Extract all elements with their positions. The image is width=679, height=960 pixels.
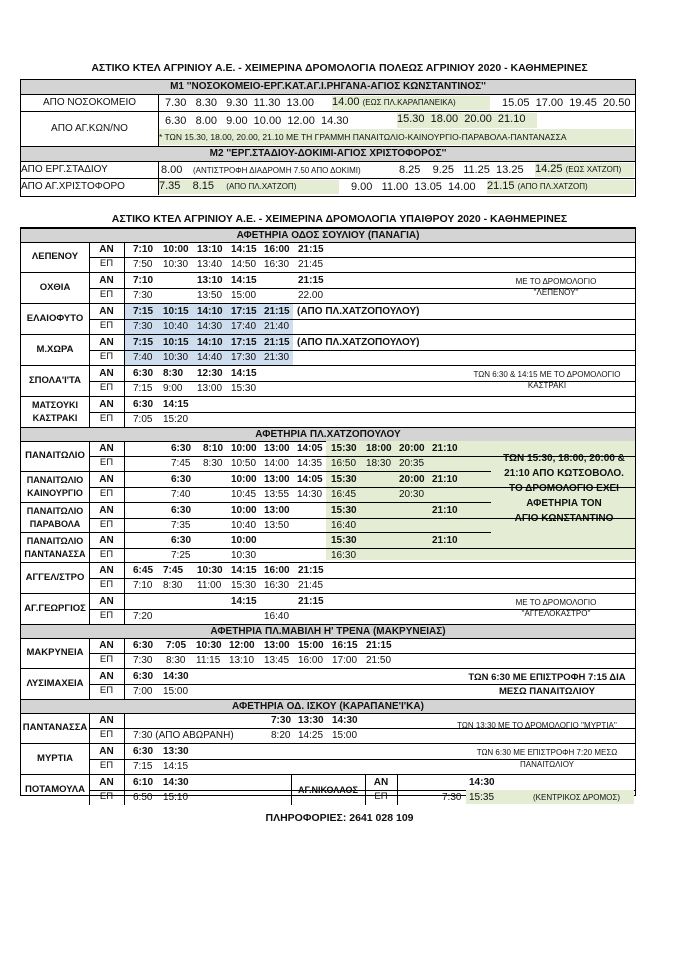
note-elaiofyto: (ΑΠΟ ΠΛ.ΧΑΤΖΟΠΟΥΛΟΥ) (297, 306, 420, 317)
time-cell: 22.00 (298, 290, 324, 301)
ep-label: ΕΠ (99, 382, 114, 393)
row-divider (21, 668, 635, 669)
time-cell: 21:40 (264, 321, 290, 332)
time-cell: 13:00 (264, 443, 290, 454)
time-cell: 14:15 (163, 399, 189, 410)
time-cell: 21:45 (298, 259, 324, 270)
green-note: ΤΩΝ 15:30, 18:00, 20:00 & 21:10 ΑΠΟ ΚΩΤΣΟΒΟΛΟ. ΤΟ ΔΡΟΜΟΛΟΓΙΟ ΕΧΕΙ ΑΦΕΤΗΡΙΑ ΤΟΝ ΑΓΙΟ ΚΩΝΣΤΑΝΤΙΝΟ (503, 453, 625, 524)
m1-row-hospital (21, 95, 635, 112)
time-cell: 7:45 (163, 565, 184, 576)
time-cell: 14:35 (297, 458, 323, 469)
m2-hl2-time: 21.15 (487, 180, 515, 192)
time-cell: 7:30 (271, 715, 292, 726)
stop-name: ΠΑΝΤΑΝΑΣΣΑ (22, 722, 88, 733)
time-cell: 13:45 (264, 655, 290, 666)
time-cell: 7:30 (133, 655, 153, 666)
m1-times: 7.30 8.30 9.30 11.30 13.00 (165, 97, 315, 109)
m1-row-label: ΑΠΟ ΝΟΣΟΚΟΜΕΙΟ (21, 95, 159, 111)
stop-name: ΠΑΝΑΙΤΩΛΙΟ (26, 506, 84, 516)
time-cell: 21:10 (432, 505, 458, 516)
city-timetable (20, 79, 636, 197)
time-cell: 7:30 (133, 321, 153, 332)
time-cell: 16:30 (264, 259, 290, 270)
row-divider (89, 412, 635, 413)
an-label: ΑΝ (99, 535, 114, 546)
time-cell: 16:50 (331, 458, 357, 469)
time-cell: 12:00 (229, 640, 255, 651)
time-cell: 15:30 (231, 580, 257, 591)
stop-name: ΠΑΝΑΙΤΩΛΙΟ (25, 450, 85, 461)
row-divider (89, 257, 635, 258)
time-cell: 7:40 (133, 352, 153, 363)
time-cell: 20:00 (399, 443, 425, 454)
ep-label: ΕΠ (99, 654, 114, 665)
time-cell: 14:05 (297, 474, 323, 485)
time-cell: 10:30 (231, 550, 257, 561)
time-cell: 18:30 (366, 458, 392, 469)
note-myrtia: ΤΩΝ 6:30 ΜΕ ΕΠΙΣΤΡΟΦΗ 7:20 ΜΕΣΩ ΠΑΝΑΙΤΩΛΙΟΥ (476, 748, 618, 769)
m2-hl1-times: 7.35 8.15 (159, 180, 215, 192)
stop-name: ΜΑΚΡΥΝΕΙΑ (26, 647, 84, 658)
m2-row-christoforos (21, 179, 635, 195)
time-cell: 13:10 (229, 655, 255, 666)
time-cell: 14:50 (231, 259, 257, 270)
time-cell: 10:00 (231, 505, 257, 516)
time-cell: 13:00 (264, 640, 290, 651)
row-divider (21, 593, 635, 594)
rural-timetable (20, 227, 636, 803)
stop-name: ΜΥΡΤΙΑ (37, 753, 73, 764)
ep-label: ΕΠ (99, 519, 114, 530)
time-cell: 7:30 (133, 290, 153, 301)
time-cell: 16:30 (331, 550, 357, 561)
time-cell: 7:00 (133, 686, 153, 697)
an-label: ΑΝ (99, 777, 114, 788)
time-cell: 15:35 (469, 792, 495, 803)
time-cell: 11:00 (197, 580, 222, 591)
stop-name: ΚΑΣΤΡΑΚΙ (32, 413, 78, 423)
note-ochthia: ΜΕ ΤΟ ΔΡΟΜΟΛΟΓΙΟ ''ΛΕΠΕΝΟΥ'' (515, 277, 597, 297)
row-divider (21, 396, 635, 397)
m2-row2-label: ΑΠΟ ΑΓ.ΧΡΙΣΤΟΦΟΡΟ (21, 179, 159, 195)
time-cell: 8:30 (163, 368, 184, 379)
ep-label: ΕΠ (99, 289, 114, 300)
ep-label: ΕΠ (99, 320, 114, 331)
time-cell: 13:00 (197, 383, 223, 394)
time-cell: 13:00 (264, 505, 290, 516)
time-cell: 21:15 (298, 275, 324, 286)
an-label: ΑΝ (99, 596, 114, 607)
row-divider (89, 548, 635, 549)
time-cell: 15:00 (332, 730, 358, 741)
time-cell: 15:00 (298, 640, 324, 651)
time-cell: 21:15 (264, 337, 290, 348)
time-cell: 6:30 (171, 443, 192, 454)
m2-hl2-note: (ΑΠΟ ΠΛ.ΧΑΤΖΟΠ) (517, 182, 588, 191)
an-label: ΑΝ (99, 244, 114, 255)
section-header: ΑΦΕΤΗΡΙΑ ΠΛ.ΜΑΒΙΛΗ Η' ΤΡΕΝΑ (ΜΑΚΡΥΝΕΙΑΣ) (21, 624, 635, 639)
m2-row2-times: 9.00 11.00 13.05 14.00 (351, 181, 476, 193)
time-cell: 13:00 (264, 474, 290, 485)
time-cell: 7:15 (133, 761, 153, 772)
an-label: ΑΝ (99, 715, 114, 726)
time-cell: 16:40 (264, 611, 290, 622)
time-cell: 7:15 (133, 383, 153, 394)
ep-label: ΕΠ (99, 413, 114, 424)
row-divider (21, 743, 635, 744)
time-cell: 12:30 (197, 368, 223, 379)
stop-name: ΛΥΣΙΜΑΧΕΙΑ (26, 678, 84, 689)
ep-label: ΕΠ (374, 791, 388, 802)
time-cell: 13:55 (264, 489, 290, 500)
stop-name: ΠΑΡΑΒΟΛΑ (29, 519, 81, 529)
row-divider (89, 487, 635, 488)
stop-name: ΚΑΙΝΟΥΡΓΙΟ (27, 488, 83, 498)
time-cell: 10:00 (231, 474, 257, 485)
time-cell: 8:30 (163, 580, 183, 591)
time-cell: 13:40 (197, 259, 223, 270)
row-divider (21, 532, 491, 533)
m1-row2-times: 6.30 8.00 9.00 10.00 12.00 14.30 (165, 115, 349, 127)
time-cell: 15:10 (163, 792, 189, 803)
time-cell: 13:30 (298, 715, 324, 726)
time-cell: 10:40 (163, 321, 189, 332)
m1-times2: 15.05 17.00 19.45 20.50 (502, 97, 631, 109)
note-spolaita: ΤΩΝ 6:30 & 14:15 ΜΕ ΤΟ ΔΡΟΜΟΛΟΓΙΟ ΚΑΣΤΡΑΚΙ (473, 370, 621, 390)
an-label: ΑΝ (99, 443, 114, 454)
time-cell: 8:10 (203, 443, 224, 454)
time-cell: 14:15 (231, 275, 257, 286)
time-cell: 6:30 (133, 671, 154, 682)
an-label: ΑΝ (99, 505, 114, 516)
time-cell: 10:00 (231, 443, 257, 454)
stop-name: Μ.ΧΩΡΑ (36, 344, 74, 355)
note-mchora: (ΑΠΟ ΠΛ.ΧΑΤΖΟΠΟΥΛΟΥ) (297, 337, 420, 348)
row-divider (21, 502, 491, 503)
row-divider (21, 365, 635, 366)
ep-label: ΕΠ (99, 351, 114, 362)
time-cell: 9:00 (163, 383, 183, 394)
time-cell: 7:35 (171, 520, 191, 531)
stop-name: ΛΕΠΕΝΟΥ (31, 251, 79, 262)
note-agnikolaos: (ΚΕΝΤΡΙΚΟΣ ΔΡΟΜΟΣ) (533, 793, 620, 802)
time-cell: 15:00 (231, 290, 257, 301)
m1-hl-time: 14.00 (332, 96, 360, 108)
ep-label: ΕΠ (99, 579, 114, 590)
time-cell: 15:20 (163, 414, 189, 425)
time-cell: 14:15 (231, 565, 257, 576)
time-cell: 7:15 (133, 337, 154, 348)
time-cell: 16:00 (298, 655, 324, 666)
time-cell: 10:00 (231, 535, 257, 546)
row-divider (21, 471, 491, 472)
time-cell: 14:15 (231, 596, 257, 607)
time-cell: 15:30 (331, 443, 357, 454)
time-cell: 7:30 (442, 792, 462, 803)
ep-label: ΕΠ (99, 549, 114, 560)
time-cell: 14:25 (298, 730, 324, 741)
time-cell: 13:10 (197, 244, 223, 255)
stop-name: ΣΠΟΛΑ'Ι'ΤΑ (28, 375, 81, 386)
time-cell: 14:30 (163, 777, 189, 788)
m2-row1-label: ΑΠΟ ΕΡΓ.ΣΤΑΔΙΟΥ (21, 162, 159, 178)
time-cell: 10:30 (163, 259, 189, 270)
time-cell: 20:35 (399, 458, 425, 469)
note-lysimacheia: ΤΩΝ 6:30 ΜΕ ΕΠΙΣΤΡΟΦΗ 7:15 ΔΙΑ ΜΕΣΩ ΠΑΝΑΙΤΩΛΙΟΥ (468, 672, 626, 697)
time-cell: 21:10 (432, 535, 458, 546)
m2-row2-highlight1 (159, 180, 339, 194)
an-label: ΑΝ (373, 777, 389, 788)
ep-label: ΕΠ (99, 760, 114, 771)
time-cell: 7:25 (171, 550, 191, 561)
title-city: ΑΣΤΙΚΟ ΚΤΕΛ ΑΓΡΙΝΙΟΥ Α.Ε. - ΧΕΙΜΕΡΙΝΑ ΔΡΟΜΟΛΟΓΙΑ ΠΟΛΕΩΣ ΑΓΡΙΝΙΟΥ 2020 - ΚΑΘΗΜΕΡΙΝΕΣ (91, 62, 588, 74)
time-cell: 16:40 (331, 520, 357, 531)
ep-label: ΕΠ (99, 457, 114, 468)
m1-hl-note: (ΕΩΣ ΠΛ.ΚΑΡΑΠΑΝΕΙΚΑ) (362, 98, 456, 107)
an-label: ΑΝ (99, 306, 114, 317)
note-pantanassa: ΤΩΝ 13:30 ΜΕ ΤΟ ΔΡΟΜΟΛΟΓΙΟ ''ΜΥΡΤΙΑ'' (457, 721, 617, 730)
time-cell: 17:15 (231, 306, 257, 317)
row-divider (21, 334, 635, 335)
stop-name: ΜΑΤΣΟΥΚΙ (32, 400, 78, 410)
time-cell: 10:50 (231, 458, 257, 469)
time-cell: 14:30 (469, 777, 495, 788)
time-cell: 10:40 (231, 520, 257, 531)
time-cell: 14:15 (163, 761, 189, 772)
time-cell: 7:20 (133, 611, 153, 622)
time-cell: 15:30 (331, 505, 357, 516)
ep-label: ΕΠ (99, 488, 114, 499)
time-cell: 6:30 (171, 535, 192, 546)
an-label: ΑΝ (99, 640, 114, 651)
time-cell: 7:10 (133, 244, 154, 255)
row-divider (89, 456, 635, 457)
time-cell: 15:30 (331, 474, 357, 485)
time-cell: 14:05 (297, 443, 323, 454)
time-cell: 16:00 (264, 244, 290, 255)
row-divider (21, 562, 635, 563)
time-cell: 7:10 (133, 580, 153, 591)
m2-header: Μ2 ''ΕΡΓ.ΣΤΑΔΙΟΥ-ΔΟΚΙΜΙ-ΑΓΙΟΣ ΧΡΙΣΤΟΦΟΡΟΣ'' (21, 147, 635, 162)
time-cell: 15:00 (163, 686, 189, 697)
time-cell: 13:50 (197, 290, 223, 301)
time-cell: 7:05 (166, 640, 187, 651)
time-cell: 14:15 (231, 244, 257, 255)
an-label: ΑΝ (99, 368, 114, 379)
time-cell: 10:15 (163, 306, 189, 317)
time-cell: 6:45 (133, 565, 154, 576)
stop-name: ΑΓΓΕΛ/ΣΤΡΟ (25, 572, 85, 583)
ep-label: ΕΠ (99, 791, 114, 802)
time-cell: 17:15 (231, 337, 257, 348)
m2-row1-times: 8.25 9.25 11.25 13.25 (399, 164, 524, 176)
time-cell: 8:30 (166, 655, 186, 666)
time-cell: 7:40 (171, 489, 191, 500)
time-cell: 14:00 (264, 458, 290, 469)
stop-name: ΑΓ.ΝΙΚΟΛΑΟΣ (298, 785, 358, 795)
row-divider (89, 578, 635, 579)
m1-row2-label: ΑΠΟ ΑΓ.ΚΩΝ/ΝΟ (21, 112, 159, 146)
time-cell: 7:15 (133, 306, 154, 317)
time-cell: 21:15 (264, 306, 290, 317)
an-label: ΑΝ (99, 275, 114, 286)
time-cell: 17:30 (231, 352, 257, 363)
time-cell: 18:00 (366, 443, 392, 454)
an-label: ΑΝ (99, 671, 114, 682)
an-label: ΑΝ (99, 746, 114, 757)
stop-name: ΑΓ.ΓΕΩΡΓΙΟΣ (24, 603, 86, 614)
an-label: ΑΝ (99, 399, 114, 410)
an-label: ΑΝ (99, 565, 114, 576)
time-cell: 8:30 (203, 458, 223, 469)
time-cell: 21:50 (366, 655, 392, 666)
m2-hl-time: 14.25 (535, 163, 563, 175)
time-cell: 21:15 (298, 596, 324, 607)
time-cell: 14:15 (231, 368, 257, 379)
ep-label: ΕΠ (99, 258, 114, 269)
section-header: ΑΦΕΤΗΡΙΑ ΟΔ. ΙΣΚΟΥ (ΚΑΡΑΠΑΝΕ'Ι'ΚΑ) (21, 699, 635, 714)
time-cell: 14:30 (197, 321, 223, 332)
time-cell: 16:30 (264, 580, 290, 591)
time-cell: 20:30 (399, 489, 425, 500)
time-cell: 10:00 (163, 244, 189, 255)
time-cell: 15:30 (331, 535, 357, 546)
row-divider (89, 653, 635, 654)
time-cell: 7:10 (133, 275, 154, 286)
stop-name: ΠΑΝΤΑΝΑΣΣΑ (24, 549, 86, 559)
time-cell: 16:15 (332, 640, 358, 651)
time-cell: 10:15 (163, 337, 189, 348)
time-cell: 6:30 (133, 399, 154, 410)
time-cell: 21:15 (366, 640, 392, 651)
time-cell: 6:30 (133, 368, 154, 379)
m1-header: Μ1 ''ΝΟΣΟΚΟΜΕΙΟ-ΕΡΓ.ΚΑΤ.ΑΓ.Ι.ΡΗΓΑΝΑ-ΑΓΙΟΣ ΚΩΝΣΤΑΝΤΙΝΟΣ'' (21, 80, 635, 95)
stop-name: ΠΟΤΑΜΟΥΛΑ (25, 784, 85, 795)
time-cell: 14:30 (332, 715, 358, 726)
time-cell: 21:30 (264, 352, 290, 363)
time-cell: 17:40 (231, 321, 257, 332)
time-cell: 14:40 (197, 352, 223, 363)
time-cell: 21:45 (298, 580, 324, 591)
time-cell: 10:30 (197, 565, 223, 576)
ep-label: ΕΠ (99, 685, 114, 696)
time-cell: 21:10 (432, 443, 458, 454)
info-phone: ΠΛΗΡΟΦΟΡΙΕΣ: 2641 028 109 (265, 812, 414, 824)
note-aggeorgios: ΜΕ ΤΟ ΔΡΟΜΟΛΟΓΙΟ ''ΑΓΓΕΛΟΚΑΣΤΡΟ'' (515, 598, 597, 618)
m1-row2-highlight: 15.30 18.00 20.00 21.10 (397, 113, 537, 128)
time-cell: 21:10 (432, 474, 458, 485)
row-divider (89, 518, 635, 519)
time-cell: 14:30 (297, 489, 323, 500)
stop-name: ΠΑΝΑΙΤΩΛΙΟ (26, 536, 84, 546)
time-cell: 20:00 (399, 474, 425, 485)
col-divider (397, 775, 398, 805)
time-cell: 17:00 (332, 655, 358, 666)
time-cell: 16:00 (264, 565, 290, 576)
time-cell: 7:30 (ΑΠΟ ΑΒΩΡΑΝΗ) (133, 730, 234, 741)
m2-row-stadium (21, 162, 635, 179)
time-cell: 6:30 (171, 505, 192, 516)
title-rural: ΑΣΤΙΚΟ ΚΤΕΛ ΑΓΡΙΝΙΟΥ Α.Ε. - ΧΕΙΜΕΡΙΝΑ ΔΡΟΜΟΛΟΓΙΑ ΥΠΑΙΘΡΟΥ 2020 - ΚΑΘΗΜΕΡΙΝΕΣ (111, 213, 568, 225)
m2-hl1-note: (ΑΠΟ ΠΛ.ΧΑΤΖΟΠ) (226, 182, 297, 191)
time-cell: 6:30 (171, 474, 192, 485)
m2-row1-highlight (535, 163, 634, 177)
time-cell: 21:15 (298, 565, 324, 576)
time-cell: 14:10 (197, 337, 223, 348)
an-label: ΑΝ (99, 337, 114, 348)
m2-row1-note: (ΑΝΤΙΣΤΡΟΦΗ ΔΙΑΔΡΟΜΗ 7.50 ΑΠΟ ΔΟΚΙΜΙ) (193, 166, 361, 175)
ep-label: ΕΠ (99, 610, 114, 621)
time-cell: 13:30 (163, 746, 189, 757)
time-cell: 13:50 (264, 520, 290, 531)
m2-row2-highlight2 (487, 180, 634, 194)
row-divider (89, 319, 635, 320)
ep-label: ΕΠ (99, 729, 114, 740)
time-cell: 10:45 (231, 489, 257, 500)
time-cell: 7:05 (133, 414, 153, 425)
row-divider (21, 303, 635, 304)
stop-name: ΟΧΘΙΑ (39, 282, 71, 293)
m2-hl-note: (ΕΩΣ ΧΑΤΖΟΠ) (565, 165, 622, 174)
m1-row-agkon (21, 112, 635, 147)
time-cell: 21:15 (298, 244, 324, 255)
time-cell: 10:30 (196, 640, 222, 651)
time-cell: 7:45 (171, 458, 191, 469)
time-cell: 6:30 (133, 640, 154, 651)
row-divider (21, 272, 635, 273)
time-cell: 7:50 (133, 259, 153, 270)
section-header: ΑΦΕΤΗΡΙΑ ΠΛ.ΧΑΤΖΟΠΟΥΛΟΥ (21, 427, 635, 442)
time-cell: 16:45 (331, 489, 357, 500)
time-cell: 11:15 (196, 655, 221, 666)
stop-name: ΠΑΝΑΙΤΩΛΙΟ (26, 475, 84, 485)
time-cell: 6:50 (133, 792, 153, 803)
time-cell: 15:30 (231, 383, 257, 394)
time-cell: 13:10 (197, 275, 223, 286)
section-header: ΑΦΕΤΗΡΙΑ ΟΔΟΣ ΣΟΥΛΙΟΥ (ΠΑΝΑΓΙΑ) (21, 228, 635, 243)
stop-name: ΕΛΑΙΟΦΥΤΟ (26, 313, 84, 324)
row-divider (89, 350, 635, 351)
time-cell: 10:30 (163, 352, 189, 363)
m1-highlight (332, 96, 490, 110)
time-cell: 14:30 (163, 671, 189, 682)
an-label: ΑΝ (99, 474, 114, 485)
time-cell: 8:20 (271, 730, 291, 741)
time-cell: 14:10 (197, 306, 223, 317)
m1-row2-note: * ΤΩΝ 15.30, 18.00, 20.00, 21.10 ΜΕ ΤΗ ΓΡΑΜΜΗ ΠΑΝΑΙΤΩΛΙΟ-ΚΑΙΝΟΥΡΓΙΟ-ΠΑΡΑΒΟΛΑ-ΠΑΝΤΑΝΑΣΣΑ (159, 129, 634, 145)
m2-first: 8.00 (161, 164, 183, 176)
time-cell: 6:30 (133, 746, 154, 757)
time-cell: 6:10 (133, 777, 154, 788)
